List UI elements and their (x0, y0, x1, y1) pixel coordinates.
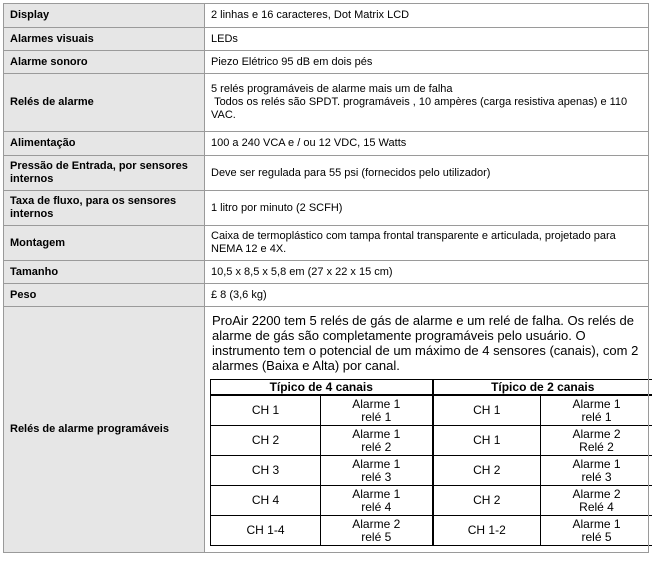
alarm-relay-4-line: relé 4 (361, 499, 392, 514)
spec-label: Alarmes visuais (4, 28, 205, 51)
spec-value-line: 10,5 x 8,5 x 5,8 em (27 x 22 x 15 cm) (211, 265, 393, 278)
spec-value (205, 4, 649, 28)
programmable-description: ProAir 2200 tem 5 relés de gás de alarme e um relé de falha. Os relés de alarme de gás são completamente programáveis pelo usuário. O instrumento tem o potencial de um máximo de 4 sensores (canais), com 2 alarmes (Baixa e Alta) por canal. (212, 313, 639, 373)
spec-value (205, 132, 649, 156)
spec-row (4, 74, 649, 132)
spec-row (4, 51, 649, 74)
spec-row (4, 4, 649, 28)
spec-value-line: Deve ser regulada para 55 psi (fornecidos pelo utilizador) (211, 166, 491, 179)
spec-value-line: 2 linhas e 16 caracteres, Dot Matrix LCD (211, 9, 410, 21)
spec-row (4, 132, 649, 156)
spec-value-line: £ 8 (3,6 kg) (211, 288, 267, 301)
alarm-relay-2 (541, 426, 652, 456)
alarm-relay-4 (321, 486, 433, 516)
alarm-relay-4 (321, 516, 433, 546)
alarm-relay-4-line: Alarme 1 (352, 456, 401, 471)
alarm-relay-2 (541, 486, 652, 516)
channel-4: CH 3 (211, 456, 321, 486)
alarm-relay-4-line: relé 1 (361, 409, 392, 424)
alarm-relay-2-line: relé 1 (581, 409, 612, 424)
header-2-channels: Típico de 2 canais (433, 380, 652, 396)
relay-table-row (211, 395, 652, 426)
spec-value-line: LEDs (211, 32, 238, 45)
spec-label: Montagem (4, 226, 205, 261)
spec-value-line: Caixa de termoplástico com tampa frontal transparente e articulada, projetado para NEMA 12 e 4X. (211, 230, 616, 255)
spec-label: Relés de alarme (4, 74, 205, 132)
spec-value (205, 284, 649, 307)
spec-value (205, 74, 649, 132)
alarm-relay-2-line: relé 5 (581, 529, 612, 544)
alarm-relay-2-line: Alarme 2 (572, 426, 621, 441)
alarm-relay-2-line: relé 3 (581, 469, 612, 484)
spec-label: Peso (4, 284, 205, 307)
alarm-relay-4-line: relé 3 (361, 469, 392, 484)
spec-value-line: 100 a 240 VCA e / ou 12 VDC, 15 Watts (211, 137, 407, 149)
spec-row (4, 156, 649, 191)
relay-table-row (211, 426, 652, 456)
alarm-relay-4 (321, 456, 433, 486)
alarm-relay-4-line: Alarme 1 (352, 486, 401, 501)
channel-2: CH 2 (433, 456, 541, 486)
channel-2: CH 1 (433, 426, 541, 456)
relay-table-row (211, 516, 652, 546)
spec-row (4, 226, 649, 261)
alarm-relay-4 (321, 395, 433, 426)
relay-table-header (211, 380, 652, 396)
channel-4: CH 1 (211, 395, 321, 426)
alarm-relay-2-line: Alarme 1 (572, 516, 621, 531)
spec-row-programmable (4, 307, 649, 553)
channel-2: CH 1-2 (433, 516, 541, 546)
header-4-channels: Típico de 4 canais (211, 380, 433, 396)
spec-value (205, 191, 649, 226)
spec-label: Taxa de fluxo, para os sensores internos (4, 191, 205, 226)
alarm-relay-2-line: Alarme 1 (572, 456, 621, 471)
relay-mapping-table (210, 379, 652, 546)
spec-label: Relés de alarme programáveis (4, 307, 205, 553)
spec-value-line: 5 relés programáveis de alarme mais um de falha (211, 83, 453, 95)
alarm-relay-4-line: relé 5 (361, 529, 392, 544)
spec-label: Alimentação (4, 132, 205, 156)
programmable-relays-cell (205, 307, 649, 553)
spec-row (4, 191, 649, 226)
spec-value (205, 28, 649, 51)
alarm-relay-2-line: Relé 4 (579, 499, 614, 514)
spec-row (4, 28, 649, 51)
relay-table-row (211, 486, 652, 516)
spec-value (205, 51, 649, 74)
alarm-relay-2 (541, 456, 652, 486)
spec-row (4, 284, 649, 307)
channel-4: CH 1-4 (211, 516, 321, 546)
spec-table (3, 3, 649, 553)
alarm-relay-2 (541, 395, 652, 426)
spec-label: Alarme sonoro (4, 51, 205, 74)
spec-value-line: 1 litro por minuto (2 SCFH) (211, 201, 343, 214)
alarm-relay-4-line: Alarme 1 (352, 426, 401, 441)
spec-label: Tamanho (4, 261, 205, 284)
channel-2: CH 2 (433, 486, 541, 516)
alarm-relay-4-line: Alarme 1 (352, 396, 401, 411)
spec-value-line: Todos os relés são SPDT. programáveis , 10 ampères (carga resistiva apenas) e 110 VAC. (211, 96, 631, 121)
alarm-relay-2-line: Alarme 1 (572, 396, 621, 411)
spec-label: Display (4, 4, 205, 28)
alarm-relay-2 (541, 516, 652, 546)
relay-table-row (211, 456, 652, 486)
spec-value-line: Piezo Elétrico 95 dB em dois pés (211, 55, 373, 68)
channel-4: CH 4 (211, 486, 321, 516)
alarm-relay-4-line: relé 2 (361, 439, 392, 454)
spec-value (205, 226, 649, 261)
channel-2: CH 1 (433, 395, 541, 426)
alarm-relay-2-line: Relé 2 (579, 439, 614, 454)
alarm-relay-4-line: Alarme 2 (352, 516, 401, 531)
channel-4: CH 2 (211, 426, 321, 456)
spec-value (205, 261, 649, 284)
spec-row (4, 261, 649, 284)
spec-label: Pressão de Entrada, por sensores internos (4, 156, 205, 191)
spec-value (205, 156, 649, 191)
alarm-relay-2-line: Alarme 2 (572, 486, 621, 501)
alarm-relay-4 (321, 426, 433, 456)
